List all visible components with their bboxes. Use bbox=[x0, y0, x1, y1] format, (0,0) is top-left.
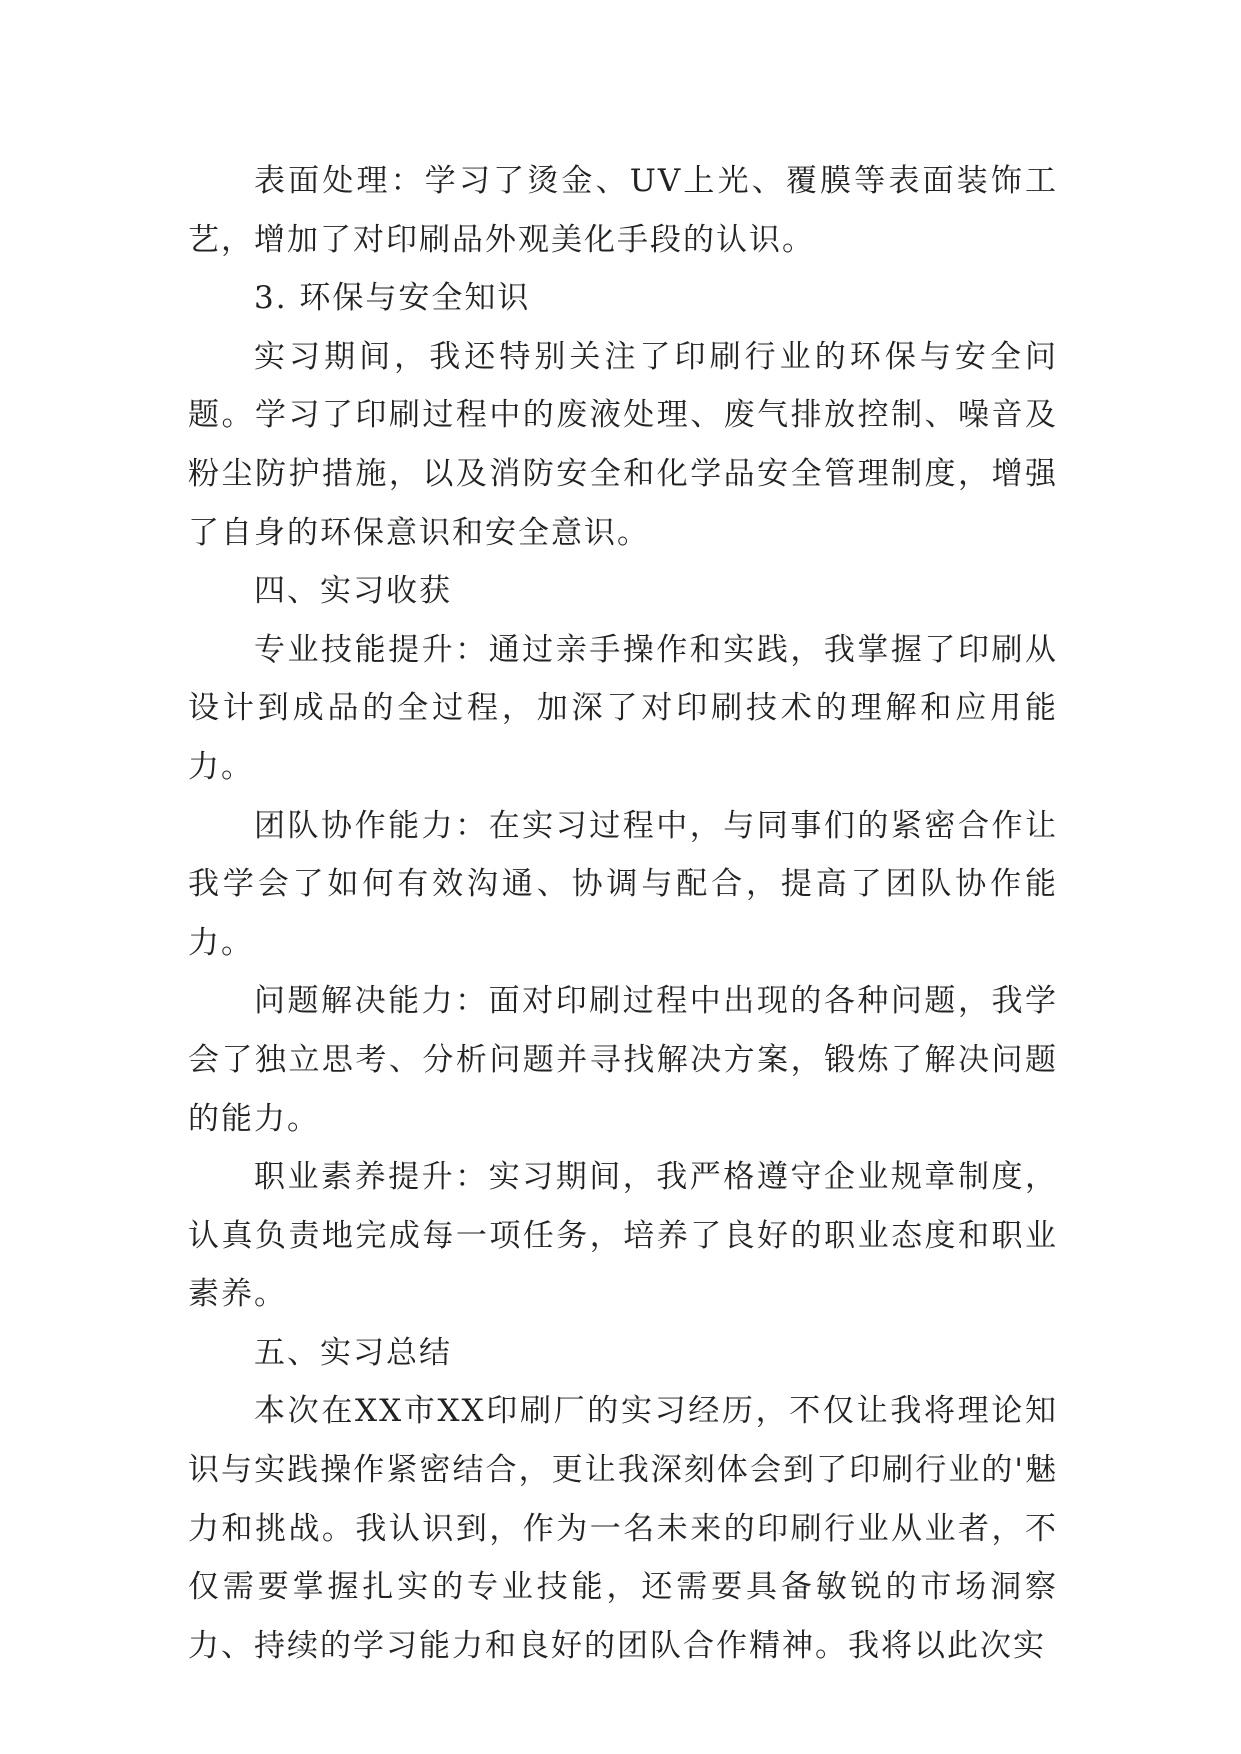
heading-internship-summary: 五、实习总结 bbox=[254, 1334, 452, 1371]
paragraph-problem-solving: 问题解决能力：面对印刷过程中出现的各种问题，我学会了独立思考、分析问题并寻找解决方案，锻炼了解决问题的能力。 bbox=[188, 983, 1058, 1137]
paragraph-professional-skills: 专业技能提升：通过亲手操作和实践，我掌握了印刷从设计到成品的全过程，加深了对印刷技术的理解和应用能力。 bbox=[188, 631, 1058, 785]
paragraph-environment-safety: 实习期间，我还特别关注了印刷行业的环保与安全问题。学习了印刷过程中的废液处理、废气排放控制、噪音及粉尘防护措施，以及消防安全和化学品安全管理制度，增强了自身的环保意识和安全意识。 bbox=[188, 338, 1058, 551]
paragraph-surface-treatment: 表面处理：学习了烫金、UV上光、覆膜等表面装饰工艺，增加了对印刷品外观美化手段的认识。 bbox=[188, 163, 1058, 258]
paragraph-summary: 本次在XX市XX印刷厂的实习经历，不仅让我将理论知识与实践操作紧密结合，更让我深刻体会到了印刷行业的'魅力和挑战。我认识到，作为一名未来的印刷行业从业者，不仅需要掌握扎实的专业技能，还需要具备敏锐的市场洞察力、持续的学习能力和良好的团队合作精神。我将以此次实 bbox=[188, 1393, 1058, 1664]
heading-environment-safety: 3. 环保与安全知识 bbox=[254, 280, 531, 317]
paragraph-professional-quality: 职业素养提升：实习期间，我严格遵守企业规章制度，认真负责地完成每一项任务，培养了良好的职业态度和职业素养。 bbox=[188, 1159, 1058, 1313]
paragraph-teamwork: 团队协作能力：在实习过程中，与同事们的紧密合作让我学会了如何有效沟通、协调与配合，提高了团队协作能力。 bbox=[188, 807, 1058, 961]
heading-internship-gains: 四、实习收获 bbox=[254, 573, 452, 610]
document-body bbox=[188, 152, 1058, 1675]
